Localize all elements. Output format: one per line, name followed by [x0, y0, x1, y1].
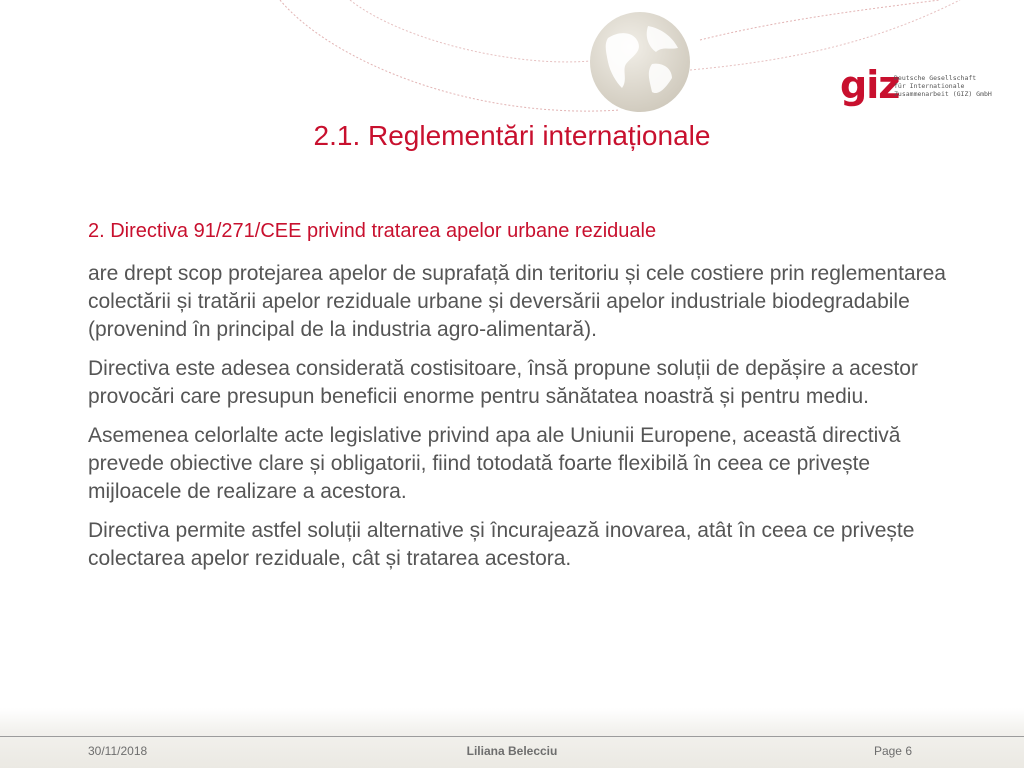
globe-icon	[586, 8, 694, 116]
paragraph: Directiva este adesea considerată costisitoare, însă propune soluții de depășire a acestor provocări care presupun beneficii enorme pentru sănătatea noastră și pentru mediu.	[88, 357, 918, 408]
slide-content	[88, 218, 948, 584]
paragraph: Directiva permite astfel soluții alternative și încurajează inovarea, atât în ceea ce privește colectarea apelor reziduale, cât și tratarea acestora.	[88, 519, 915, 570]
footer-date: 30/11/2018	[88, 744, 148, 758]
footer-band	[0, 708, 1024, 768]
footer-page-number: Page 6	[873, 744, 912, 758]
giz-logo-mark: giz	[840, 63, 900, 107]
paragraph: Asemenea celorlalte acte legislative privind apa ale Uniunii Europene, această directivă prevede obiective clare și obligatorii, fiind totodată foarte flexibilă în ceea ce privește mijloacele de realizare a acestora.	[88, 424, 901, 503]
slide-title: 2.1. Reglementări internaționale	[313, 120, 711, 151]
slide-subtitle: 2. Directiva 91/271/CEE privind tratarea apelor urbane reziduale	[88, 220, 657, 242]
footer-divider	[0, 736, 1024, 737]
logo-line: Zusammenarbeit (GIZ) GmbH	[894, 90, 992, 98]
footer-author: Liliana Belecciu	[466, 744, 558, 758]
logo-line: für Internationale	[894, 82, 965, 90]
logo-line: Deutsche Gesellschaft	[894, 74, 977, 82]
giz-logo-text	[894, 74, 992, 98]
giz-logo	[840, 63, 992, 112]
paragraph: are drept scop protejarea apelor de suprafață din teritoriu și cele costiere prin reglementarea colectării și tratării apelor reziduale urbane și deversării apelor industriale biodegradabile (provenind în principal de la industria agro-alimentară).	[88, 262, 946, 341]
